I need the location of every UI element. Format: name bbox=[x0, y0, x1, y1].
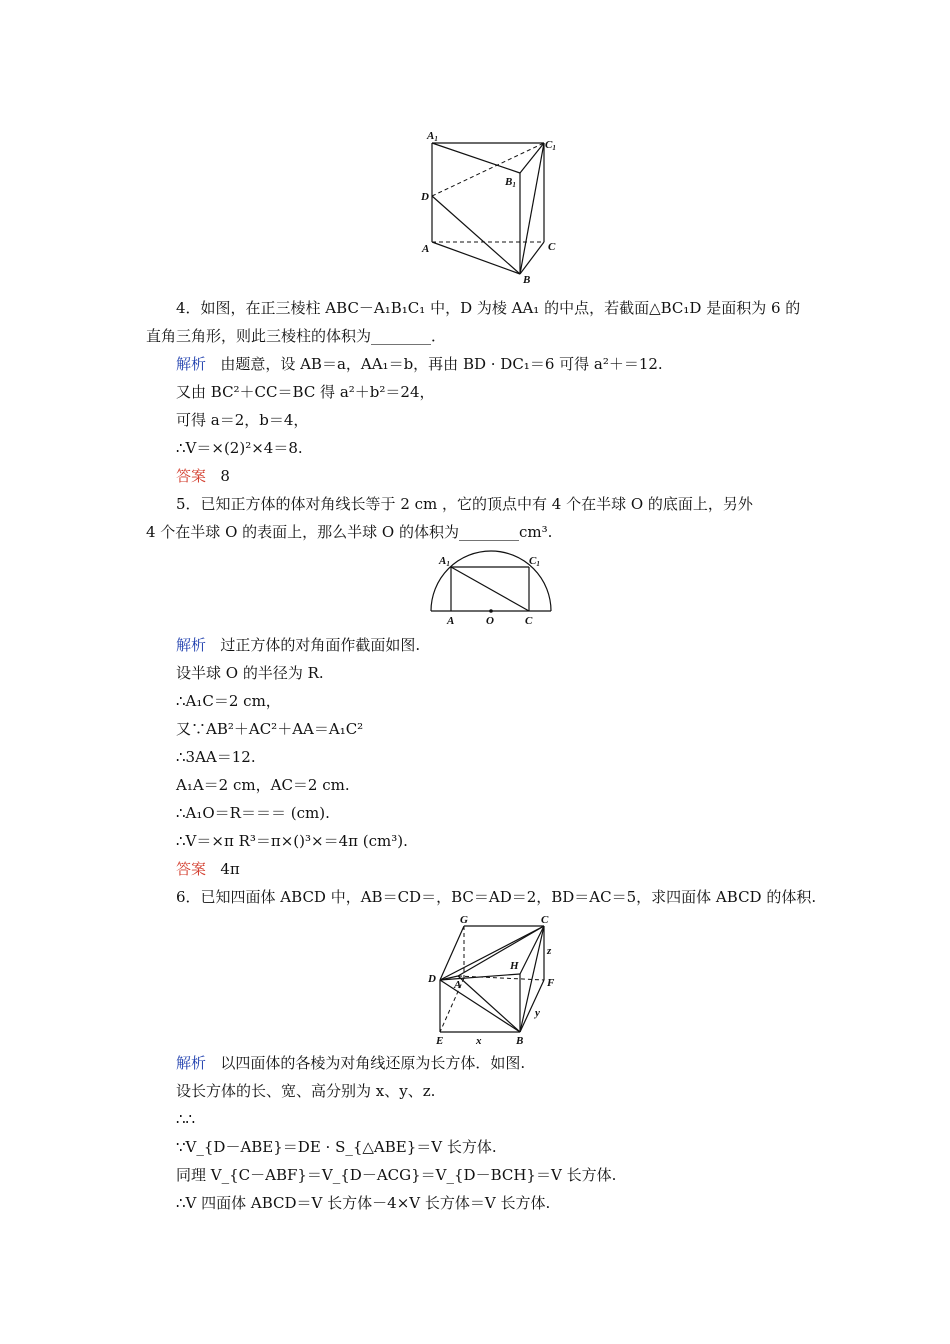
answer-label: 答案 bbox=[176, 860, 207, 878]
label-A1: A1 bbox=[439, 555, 450, 568]
q6-solution-5: 同理 V_{C－ABF}＝V_{D－ACG}＝V_{D－BCH}＝V 长方体. bbox=[176, 1166, 617, 1184]
solution-label: 解析 bbox=[176, 1054, 207, 1072]
figure-triangular-prism bbox=[415, 128, 565, 284]
q5-solution-3: ∴A₁C＝2 cm， bbox=[176, 692, 281, 710]
label-D: D bbox=[428, 973, 436, 985]
label-C1: C1 bbox=[529, 555, 540, 568]
q4-solution-3: 可得 a＝2，b＝4， bbox=[176, 411, 309, 429]
q5-solution-text: 过正方体的对角面作截面如图. bbox=[220, 636, 421, 654]
q5-line-2: 4 个在半球 O 的表面上，那么半球 O 的体积为________cm³. bbox=[146, 523, 553, 541]
label-B: B bbox=[523, 274, 531, 284]
q5-solution-7: ∴A₁O＝R＝＝＝ (cm). bbox=[176, 804, 330, 822]
q6-line-1: 6．已知四面体 ABCD 中，AB＝CD＝，BC＝AD＝2，BD＝AC＝5，求四面体 ABCD 的体积. bbox=[176, 888, 817, 906]
q5-solution-5: ∴3AA＝12. bbox=[176, 748, 256, 766]
q6-solution-3: ∴∴ bbox=[176, 1110, 196, 1128]
label-x: x bbox=[476, 1035, 482, 1046]
figure-cuboid bbox=[424, 914, 564, 1046]
q5-solution-1 bbox=[176, 634, 420, 656]
label-y: y bbox=[535, 1007, 540, 1019]
q4-answer bbox=[176, 465, 230, 487]
q5-solution-2: 设半球 O 的半径为 R. bbox=[176, 664, 324, 682]
q5-answer-value: 4π bbox=[220, 860, 240, 878]
label-B1: B1 bbox=[505, 176, 516, 189]
label-C1: C1 bbox=[545, 139, 556, 152]
q6-solution-1 bbox=[176, 1052, 525, 1074]
q4-answer-value: 8 bbox=[220, 467, 230, 485]
solution-label: 解析 bbox=[176, 636, 207, 654]
label-A: A bbox=[447, 615, 455, 627]
q5-line-1: 5．已知正方体的体对角线长等于 2 cm ，它的顶点中有 4 个在半球 O 的底面上，另外 bbox=[176, 495, 753, 513]
label-A1: A1 bbox=[427, 130, 438, 143]
q6-solution-2: 设长方体的长、宽、高分别为 x、y、z. bbox=[176, 1082, 436, 1100]
label-G: G bbox=[460, 914, 468, 926]
solution-label: 解析 bbox=[176, 355, 207, 373]
label-A: A bbox=[422, 243, 430, 255]
q4-solution-4: ∴V＝×(2)²×4＝8. bbox=[176, 439, 303, 457]
q5-solution-4: 又∵AB²＋AC²＋AA＝A₁C² bbox=[176, 720, 364, 738]
label-B: B bbox=[516, 1035, 524, 1046]
label-O: O bbox=[486, 615, 494, 627]
figure-hemisphere-section bbox=[425, 550, 565, 630]
q4-solution-2: 又由 BC²＋CC＝BC 得 a²＋b²＝24， bbox=[176, 383, 435, 401]
q6-solution-6: ∴V 四面体 ABCD＝V 长方体－4×V 长方体＝V 长方体. bbox=[176, 1194, 551, 1212]
q4-solution-1 bbox=[176, 353, 663, 375]
q4-line-2: 直角三角形，则此三棱柱的体积为________． bbox=[146, 327, 447, 345]
label-E: E bbox=[436, 1035, 444, 1046]
q6-solution-4: ∵V_{D－ABE}＝DE · S_{△ABE}＝V 长方体. bbox=[176, 1138, 497, 1156]
q5-answer bbox=[176, 858, 240, 880]
q4-solution-text: 由题意，设 AB＝a，AA₁＝b，再由 BD · DC₁＝6 可得 a²＋＝12. bbox=[220, 355, 663, 373]
label-D: D bbox=[421, 191, 429, 203]
label-C: C bbox=[548, 241, 556, 253]
q4-line-1: 4．如图，在正三棱柱 ABC－A₁B₁C₁ 中，D 为棱 AA₁ 的中点，若截面△BC₁D 是面积为 6 的 bbox=[176, 299, 801, 317]
label-H: H bbox=[510, 960, 519, 972]
q6-solution-text: 以四面体的各棱为对角线还原为长方体．如图. bbox=[220, 1054, 526, 1072]
q5-solution-8: ∴V＝×π R³＝π×()³×＝4π (cm³). bbox=[176, 832, 408, 850]
label-A: A bbox=[454, 979, 462, 991]
label-C: C bbox=[525, 615, 533, 627]
q5-solution-6: A₁A＝2 cm，AC＝2 cm. bbox=[176, 776, 350, 794]
label-F: F bbox=[547, 977, 555, 989]
label-C: C bbox=[541, 914, 549, 926]
label-z: z bbox=[547, 945, 552, 957]
answer-label: 答案 bbox=[176, 467, 207, 485]
